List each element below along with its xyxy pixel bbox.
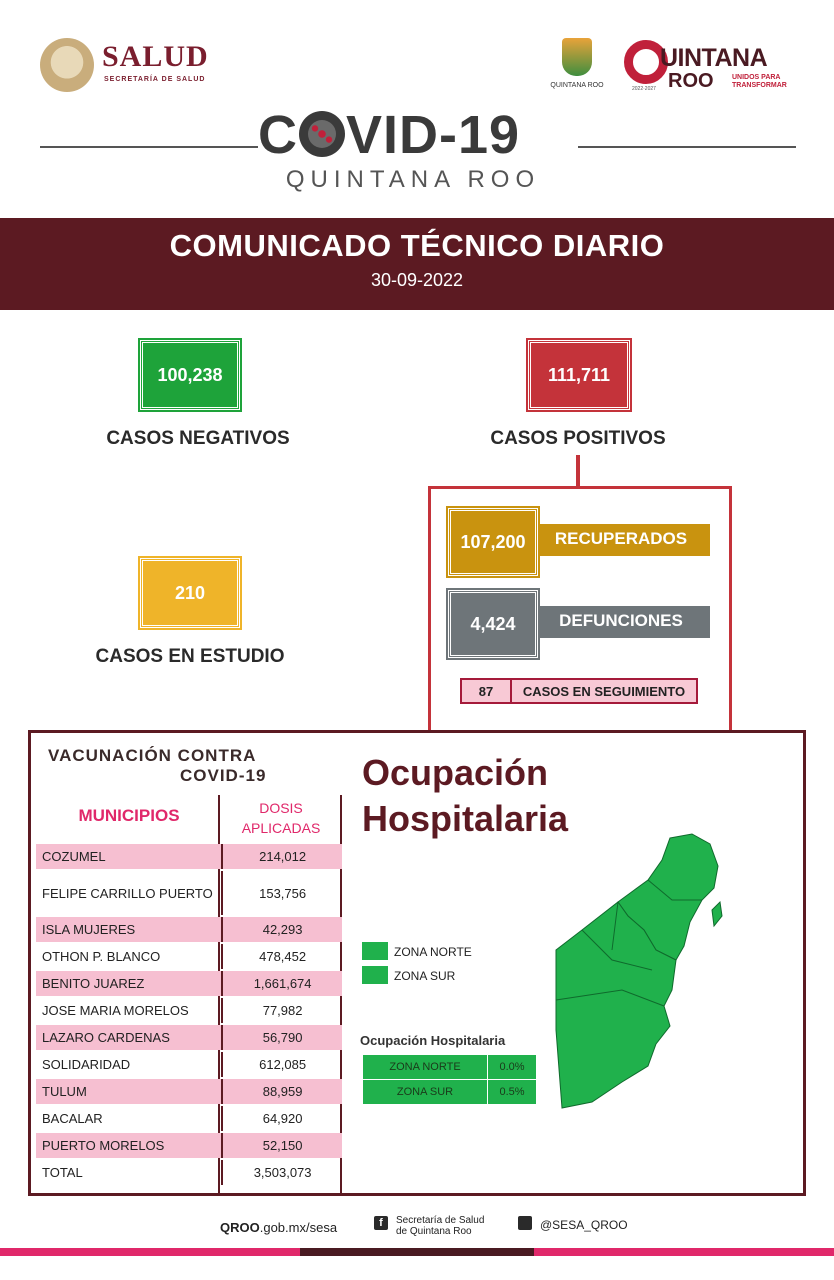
municipio-cell: LAZARO CARDENAS (36, 1025, 223, 1050)
table-row (363, 1055, 537, 1080)
municipio-cell: FELIPE CARRILLO PUERTO (36, 871, 223, 915)
divider-right (578, 146, 796, 148)
banner-date: 30-09-2022 (370, 270, 464, 290)
facebook-line1: Secretaría de Salud (396, 1215, 485, 1226)
table-row (36, 944, 342, 969)
seguimiento-value: 87 (462, 680, 512, 702)
zona-cell: ZONA NORTE (363, 1055, 488, 1080)
qroo-word-quintana: UINTANA (660, 44, 768, 72)
dosis-cell: 64,920 (262, 1111, 303, 1126)
seguimiento-label: CASOS EN SEGUIMIENTO (522, 683, 686, 699)
positivos-label: CASOS POSITIVOS (490, 428, 666, 449)
covid-title-c: C (258, 105, 298, 165)
footer-bar-dark (300, 1248, 534, 1256)
negativos-value: 100,238 (140, 340, 240, 410)
quintana-roo-map (552, 830, 728, 1110)
municipio-cell: JOSE MARIA MORELOS (36, 998, 223, 1023)
legend-label-norte: ZONA NORTE (394, 945, 472, 959)
vacunacion-table (36, 842, 342, 1187)
footer-twitter[interactable]: @SESA_QROO (540, 1218, 628, 1232)
twitter-icon (518, 1216, 532, 1230)
qroo-tagline: UNIDOS PARA TRANSFORMAR (732, 74, 787, 89)
covid-title (258, 104, 520, 166)
website-bold: QROO (220, 1220, 260, 1235)
col-dosis-line1: DOSIS (259, 800, 303, 816)
website-rest: .gob.mx/sesa (259, 1220, 338, 1235)
table-row (36, 844, 342, 869)
qroo-code: 2022·2027 (632, 86, 656, 92)
recuperados-label: RECUPERADOS (554, 529, 688, 548)
defunciones-label: DEFUNCIONES (559, 611, 683, 630)
legend-swatch-norte (362, 942, 388, 960)
porcentaje-cell: 0.5% (488, 1080, 537, 1105)
dosis-cell: 612,085 (259, 1057, 307, 1072)
ocupacion-table-title: Ocupación Hospitalaria (360, 1033, 506, 1048)
seguimiento-box (460, 678, 698, 704)
dosis-cell: 214,012 (223, 844, 342, 869)
covid-title-rest: VID-19 (346, 105, 521, 165)
ocupacion-title-line2: Hospitalaria (362, 798, 569, 839)
covid-subtitle: QUINTANA ROO (285, 166, 541, 193)
dosis-cell: 42,293 (223, 917, 342, 942)
recuperados-value: 107,200 (448, 508, 538, 576)
table-row (36, 1106, 342, 1131)
positivos-value: 111,711 (528, 340, 630, 410)
dosis-cell: 153,756 (259, 885, 307, 901)
col-municipios-header: MUNICIPIOS (78, 806, 180, 825)
shield-label: QUINTANA ROO (550, 82, 604, 89)
porcentaje-cell: 0.0% (488, 1055, 537, 1080)
positivos-connector (576, 455, 580, 487)
ocupacion-table (362, 1054, 537, 1105)
table-row (36, 998, 342, 1023)
col-dosis-line2: APLICADAS (241, 820, 321, 836)
municipio-cell: COZUMEL (36, 844, 223, 869)
vacunacion-title-line2: COVID-19 (180, 766, 267, 785)
facebook-icon: f (374, 1216, 388, 1230)
virus-icon (299, 111, 345, 157)
col-dosis-header (222, 798, 340, 838)
municipio-cell: ISLA MUJERES (36, 917, 223, 942)
defunciones-value: 4,424 (448, 590, 538, 658)
quintana-roo-shield-logo (562, 38, 592, 76)
salud-title: SALUD (102, 40, 209, 73)
municipio-cell: OTHON P. BLANCO (36, 944, 223, 969)
table-row (36, 1079, 342, 1104)
mexico-coat-of-arms-logo (40, 38, 94, 92)
table-row (36, 1052, 342, 1077)
qroo-word-roo: ROO (668, 70, 714, 92)
estudio-value: 210 (140, 558, 240, 628)
map-cozumel (712, 902, 722, 926)
table-row (36, 1133, 342, 1158)
table-row (36, 871, 342, 915)
dosis-cell: 52,150 (223, 1133, 342, 1158)
dosis-cell: 478,452 (259, 949, 307, 964)
ocupacion-title (362, 750, 568, 842)
vacunacion-title-line1: VACUNACIÓN CONTRA (48, 746, 257, 765)
municipio-cell: SOLIDARIDAD (36, 1052, 223, 1077)
ocupacion-title-line1: Ocupación (362, 752, 549, 793)
dosis-cell: 88,959 (223, 1079, 342, 1104)
municipio-cell: BENITO JUAREZ (36, 971, 223, 996)
dosis-cell: 56,790 (223, 1025, 342, 1050)
dosis-cell: 1,661,674 (223, 971, 342, 996)
municipio-cell: TOTAL (36, 1160, 223, 1185)
banner-title: COMUNICADO TÉCNICO DIARIO (169, 228, 665, 263)
municipio-cell: TULUM (36, 1079, 223, 1104)
footer-website[interactable] (220, 1220, 337, 1235)
table-row (36, 1025, 342, 1050)
legend-label-sur: ZONA SUR (394, 969, 456, 983)
municipio-cell: BACALAR (36, 1106, 223, 1131)
dosis-cell: 77,982 (262, 1003, 303, 1018)
divider-left (40, 146, 258, 148)
negativos-label: CASOS NEGATIVOS (106, 428, 290, 449)
dosis-cell: 3,503,073 (253, 1165, 312, 1180)
zona-cell: ZONA SUR (363, 1080, 488, 1105)
table-row (36, 971, 342, 996)
salud-subtitle: SECRETARÍA DE SALUD (104, 76, 206, 83)
table-row-total (36, 1160, 342, 1185)
municipio-cell: PUERTO MORELOS (36, 1133, 223, 1158)
legend-swatch-sur (362, 966, 388, 984)
table-row (363, 1080, 537, 1105)
footer-facebook[interactable] (396, 1215, 484, 1237)
estudio-label: CASOS EN ESTUDIO (95, 646, 285, 667)
facebook-line2: de Quintana Roo (396, 1226, 472, 1237)
table-row (36, 917, 342, 942)
